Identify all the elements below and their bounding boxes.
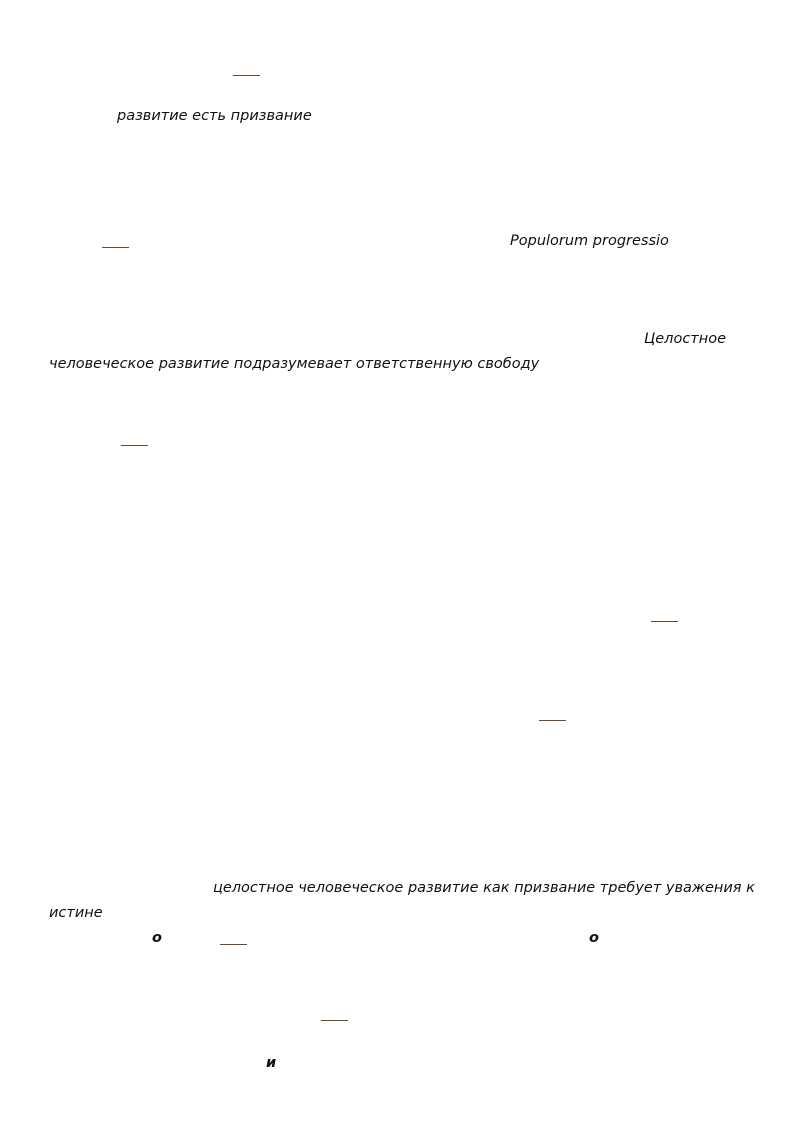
text-fragment: истине	[49, 905, 103, 921]
text-fragment: Целостное	[644, 331, 727, 347]
text-fragment-bold: о	[152, 930, 162, 946]
text-fragment: целостное человеческое развитие как призвание требует уважения к	[213, 880, 755, 896]
text-fragment: Populorum progressio	[510, 233, 669, 249]
footnote-link-1[interactable]	[233, 75, 260, 76]
footnote-link-6[interactable]	[220, 944, 247, 945]
footnote-link-5[interactable]	[539, 720, 566, 721]
text-fragment: человеческое развитие подразумевает ответственную свободу	[49, 356, 540, 372]
text-fragment: развитие есть призвание	[117, 108, 312, 124]
footnote-link-4[interactable]	[651, 621, 678, 622]
text-fragment-bold: о	[589, 930, 599, 946]
footnote-link-2[interactable]	[102, 247, 129, 248]
footnote-link-3[interactable]	[121, 445, 148, 446]
text-fragment-bold: и	[266, 1055, 277, 1071]
footnote-link-7[interactable]	[321, 1020, 348, 1021]
